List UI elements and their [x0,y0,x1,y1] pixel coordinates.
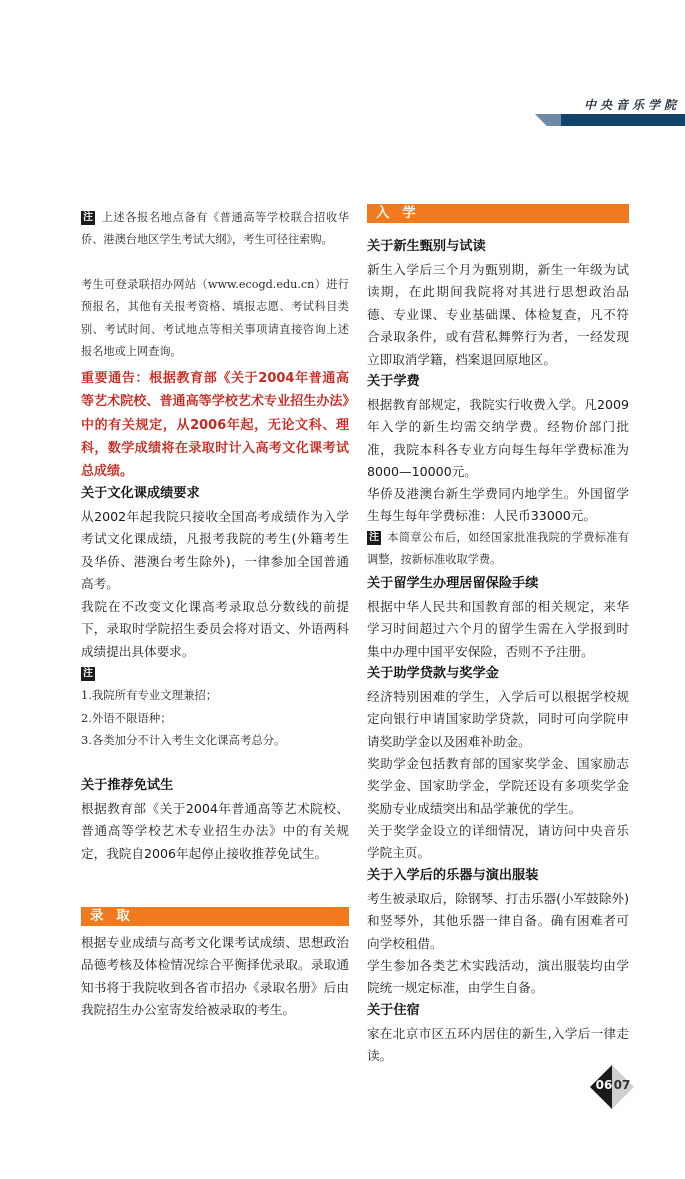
culture-heading: 关于文化课成绩要求 [81,486,200,501]
housing-paragraph: 家在北京市区五环内居住的新生,入学后一律走读。 [367,1026,629,1064]
website-paragraph: 考生可登录联招办网站（www.ecogd.edu.cn）进行预报名，其他有关报考资格、填报志愿、考试科目类别、考试时间、考试地点等相关事项请直接咨询上述报名地或上网查询。 [81,278,349,359]
list-item: 3.各类加分不计入考生文化课高考总分。 [81,733,286,748]
instruments-paragraph-2: 学生参加各类艺术实践活动，演出服装均由学院统一规定标准，由学生自备。 [367,958,629,996]
note-text: 本简章公布后，如经国家批准我院的学费标准有调整，按新标准收取学费。 [367,531,629,567]
school-logo: 中央音乐学院 [583,98,680,112]
page-number-right: 07 [613,1078,631,1092]
culture-note-mark-row [81,662,349,681]
note-marker: 注 [369,532,379,543]
tuition-paragraph-1: 根据教育部规定，我院实行收费入学。凡2009年入学的新生均需交纳学费。经物价部门批准，我院本科各专业方向每生每年学费标准为8000—10000元。 [367,397,629,480]
important-notice: 重要通告：根据教育部《关于2004年普通高等艺术院校、普通高等学校艺术专业招生办法》中的有关规定，从2006年起，无论文科、理科，数学成绩将在录取时计入高考文化课考试总成绩。 [81,371,349,480]
enrollment-section-title: 入 学 [367,204,629,223]
page-number-left: 06 [595,1078,613,1092]
admission-section-title: 录 取 [81,907,349,926]
tuition-heading: 关于学费 [367,374,420,389]
list-item: 2.外语不限语种； [81,710,172,725]
admission-paragraph: 根据专业成绩与高考文化课考试成绩、思想政治品德考核及体检情况综合平衡择优录取。录取通知书将于我院收到各省市招办《录取名册》后由我院招生办公室寄发给被录取的考生。 [81,935,349,1018]
header-bar [549,114,685,126]
probation-heading: 关于新生甄别与试读 [367,239,486,254]
culture-paragraph-2: 我院在不改变文化课高考录取总分数线的前提下，录取时学院招生委员会将对语文、外语两科成绩提出具体要求。 [81,599,349,659]
loans-paragraph-1: 经济特别困难的学生，入学后可以根据学校规定向银行申请国家助学贷款，同时可向学院申请奖助学金以及困难补助金。 [367,689,629,749]
insurance-paragraph: 根据中华人民共和国教育部的相关规定，来华学习时间超过六个月的留学生需在入学报到时集中办理中国平安保险，否则不予注册。 [367,599,629,659]
probation-paragraph: 新生入学后三个月为甄别期，新生一年级为试读期，在此期间我院将对其进行思想政治品德、专业课、专业基础课、体检复查，凡不符合录取条件，或有营私舞弊行为者，一经发现立即取消学籍，档案退回原地区。 [367,262,629,367]
recommend-paragraph: 根据教育部《关于2004年普通高等艺术院校、普通高等学校艺术专业招生办法》中的有关规定，我院自2006年起停止接收推荐免试生。 [81,801,349,861]
registration-note [81,207,349,252]
instruments-heading: 关于入学后的乐器与演出服装 [367,868,539,883]
page-numbers [590,1063,636,1111]
note-marker: 注 [83,212,93,223]
list-item: 1.我院所有专业文理兼招； [81,688,218,702]
recommend-heading: 关于推荐免试生 [81,778,174,793]
note-text: 上述各报名地点备有《普通高等学校联合招收华侨、港澳台地区学生考试大纲》，考生可径往索购。 [81,211,349,247]
note-marker: 注 [83,668,93,679]
tuition-paragraph-2: 华侨及港澳台新生学费同内地学生。外国留学生每生每年学费标准：人民币33000元。 [367,486,629,524]
loans-paragraph-2: 奖助学金包括教育部的国家奖学金、国家励志奖学金、国家助学金，学院还设有多项奖学金奖励专业成绩突出和品学兼优的学生。 [367,756,629,816]
housing-heading: 关于住宿 [367,1003,420,1018]
loans-paragraph-3: 关于奖学金设立的详细情况，请访问中央音乐学院主页。 [367,823,629,861]
insurance-heading: 关于留学生办理居留保险手续 [367,576,539,591]
culture-paragraph-1: 从2002年起我院只接收全国高考成绩作为入学考试文化课成绩，凡报考我院的考生(外籍考生及华侨、港澳台考生除外)，一律参加全国普通高考。 [81,509,349,592]
tuition-note [367,527,629,572]
loans-heading: 关于助学贷款与奖学金 [367,666,499,681]
culture-note-list [81,684,349,752]
instruments-paragraph-1: 考生被录取后，除钢琴、打击乐器(小军鼓除外)和竖琴外，其他乐器一律自备。确有困难者可向学校租借。 [367,891,629,951]
